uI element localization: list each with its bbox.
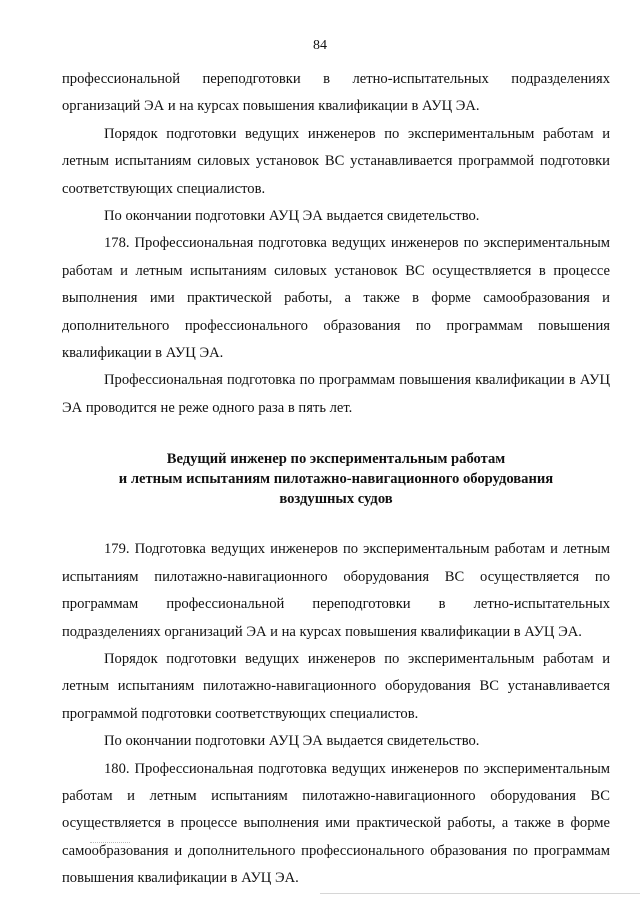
paragraph-item-178: 178. Профессиональная подготовка ведущих инженеров по экспериментальным работам и летным испытаниям силовых установок ВС осуществляется в процессе выполнения ими практической работы, а также в форме самообразования и дополнительного профессионального образования по программам повышения квалификации в АУЦ ЭА.: [62, 235, 610, 362]
section-heading-line: Ведущий инженер по экспериментальным работам: [166, 451, 506, 468]
paragraph-continuation: профессиональной переподготовки в летно-испытательных подразделениях организаций ЭА и на курсах повышения квалификации в АУЦ ЭА.: [62, 71, 610, 115]
section-heading: [62, 449, 610, 509]
page-bottom-edge: [320, 893, 640, 894]
paragraph-item-180: 180. Профессиональная подготовка ведущих инженеров по экспериментальным работам и летным испытаниям пилотажно-навигационного оборудования ВС осуществляется в процессе выполнения ими практической работы, а также в форме самообразования и дополнительного профессионального образования по программам повышения квалификации в АУЦ ЭА.: [62, 760, 610, 887]
paragraph: Профессиональная подготовка по программам повышения квалификации в АУЦ ЭА проводится не реже одного раза в пять лет.: [62, 372, 610, 416]
paragraph: По окончании подготовки АУЦ ЭА выдается свидетельство.: [104, 733, 480, 750]
page-number: 84: [313, 38, 327, 53]
document-body: [62, 66, 610, 893]
paragraph: По окончании подготовки АУЦ ЭА выдается свидетельство.: [104, 208, 480, 225]
section-heading-line: воздушных судов: [279, 491, 393, 508]
paragraph-item-179: 179. Подготовка ведущих инженеров по экспериментальным работам и летным испытаниям пилотажно-навигационного оборудования ВС осуществляется по программам профессиональной переподготовки в летно-испытательных подразделениях организаций ЭА и на курсах повышения квалификации в АУЦ ЭА.: [62, 541, 610, 640]
scan-artifact: [90, 842, 130, 844]
paragraph: Порядок подготовки ведущих инженеров по экспериментальным работам и летным испытаниям пилотажно-навигационного оборудования ВС устанавливается программой подготовки соответствующих специалистов.: [62, 650, 610, 722]
section-heading-line: и летным испытаниям пилотажно-навигационного оборудования: [118, 471, 554, 488]
paragraph: Порядок подготовки ведущих инженеров по экспериментальным работам и летным испытаниям силовых установок ВС устанавливается программой подготовки соответствующих специалистов.: [62, 125, 610, 197]
